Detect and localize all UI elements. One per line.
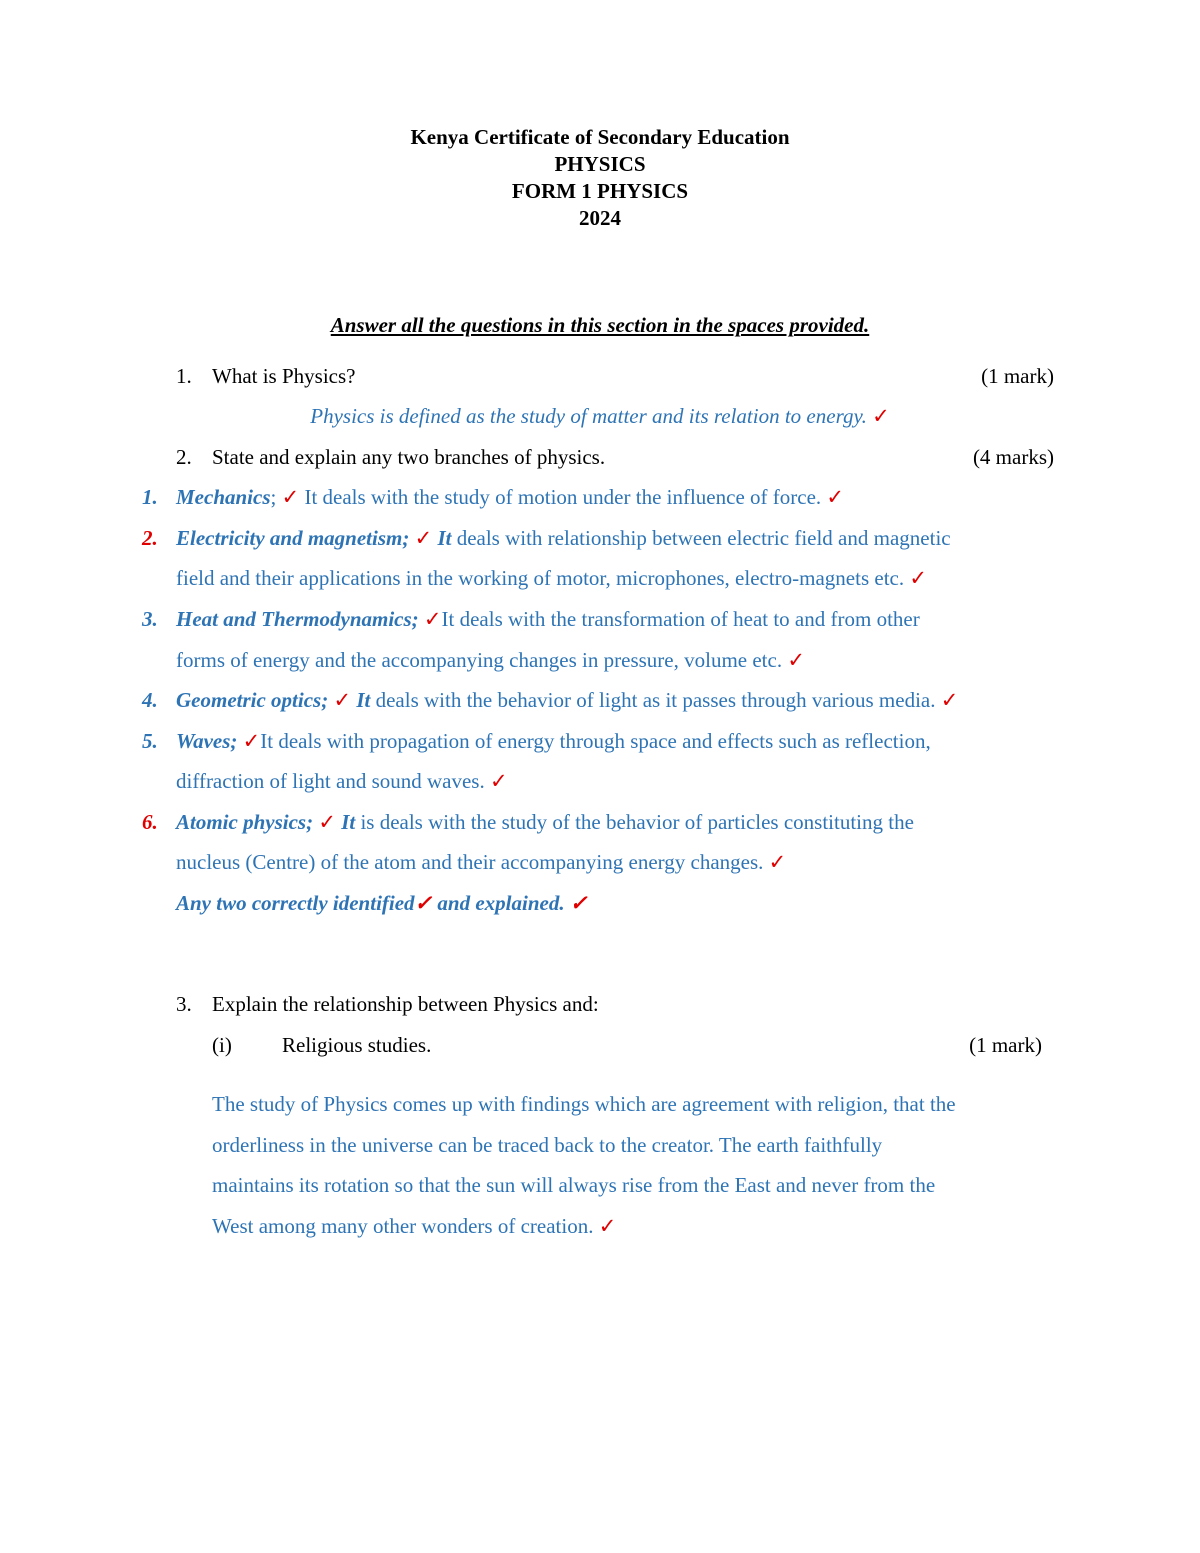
tick-icon: ✓ [768, 850, 787, 874]
question-number: 1. [176, 364, 192, 388]
branch-explanation: deals with relationship between electric field and magnetic [451, 526, 951, 550]
tick-icon: ✓ [281, 485, 300, 509]
branch-explanation-cont: nucleus (Centre) of the atom and their accompanying energy changes. [176, 850, 764, 874]
branch-lead-word: It [341, 810, 356, 834]
tick-icon: ✓ [242, 729, 261, 753]
question-number: 3. [176, 992, 192, 1016]
branch-term: Waves; [176, 729, 238, 753]
tick-icon: ✓ [826, 485, 844, 509]
sub-question-text: Religious studies. [282, 1033, 432, 1057]
branch-explanation: deals with the behavior of light as it passes through various media. [370, 688, 936, 712]
sub-question-number: (i) [212, 1033, 232, 1057]
tick-icon: ✓ [414, 891, 433, 915]
exam-header [0, 124, 1200, 232]
answer-3-paragraph [212, 1084, 1072, 1246]
question-marks: (1 mark) [981, 364, 1054, 388]
branch-lead-word: It [437, 526, 452, 550]
branch-separator: ; [270, 485, 277, 509]
exam-board-title: Kenya Certificate of Secondary Education [410, 125, 790, 149]
form-title: FORM 1 PHYSICS [511, 179, 689, 203]
question-text: State and explain any two branches of physics. [212, 445, 606, 469]
branch-explanation: is deals with the study of the behavior of particles constituting the [355, 810, 914, 834]
branch-number: 4. [142, 688, 158, 712]
branch-number: 1. [142, 485, 158, 509]
question-text: Explain the relationship between Physics and: [212, 992, 599, 1016]
branch-term: Heat and Thermodynamics; [176, 607, 419, 631]
branch-explanation-cont: field and their applications in the working of motor, microphones, electro-magnets etc. [176, 566, 905, 590]
branch-term: Electricity and magnetism; [176, 526, 410, 550]
answer-text: Physics is defined as the study of matter and its relation to energy. [310, 404, 867, 428]
branch-explanation: It deals with the study of motion under the influence of force. [299, 485, 822, 509]
marking-note-part2: and explained. [432, 891, 565, 915]
exam-year: 2024 [579, 206, 621, 230]
tick-icon: ✓ [333, 688, 352, 712]
marking-note-part1: Any two correctly identified [176, 891, 415, 915]
branch-number: 6. [142, 810, 158, 834]
branch-term: Geometric optics; [176, 688, 329, 712]
tick-icon: ✓ [423, 607, 442, 631]
answer-1 [0, 402, 1200, 430]
branch-explanation-cont: diffraction of light and sound waves. [176, 769, 485, 793]
branch-explanation: It deals with the transformation of heat to and from other [441, 607, 920, 631]
answer-line: maintains its rotation so that the sun will always rise from the East and never from the [212, 1173, 936, 1197]
tick-icon: ✓ [872, 404, 890, 428]
tick-icon: ✓ [414, 526, 433, 550]
branch-explanation-cont: forms of energy and the accompanying changes in pressure, volume etc. [176, 648, 783, 672]
tick-icon: ✓ [940, 688, 959, 712]
answer-line: West among many other wonders of creation. [212, 1213, 594, 1238]
question-marks: (4 marks) [972, 445, 1054, 469]
tick-icon: ✓ [787, 648, 805, 672]
sub-question-marks: (1 mark) [969, 1033, 1042, 1057]
tick-icon: ✓ [598, 1213, 617, 1238]
branch-term: Atomic physics; [176, 810, 314, 834]
tick-icon: ✓ [569, 891, 588, 915]
subject-title: PHYSICS [554, 152, 646, 176]
section-instruction: Answer all the questions in this section in the spaces provided. [330, 313, 870, 337]
branch-term: Mechanics [176, 485, 271, 509]
branch-lead-word: It [356, 688, 371, 712]
tick-icon: ✓ [489, 769, 508, 793]
branch-number: 3. [142, 607, 158, 631]
branch-explanation: It deals with propagation of energy through space and effects such as reflection, [260, 729, 931, 753]
answer-line: The study of Physics comes up with findings which are agreement with religion, that the [212, 1092, 956, 1116]
question-number: 2. [176, 445, 192, 469]
question-text: What is Physics? [212, 364, 356, 388]
branch-number: 5. [142, 729, 158, 753]
branch-number: 2. [142, 526, 158, 550]
answer-line: orderliness in the universe can be traced back to the creator. The earth faithfully [212, 1132, 883, 1157]
tick-icon: ✓ [909, 566, 927, 590]
tick-icon: ✓ [318, 810, 336, 834]
